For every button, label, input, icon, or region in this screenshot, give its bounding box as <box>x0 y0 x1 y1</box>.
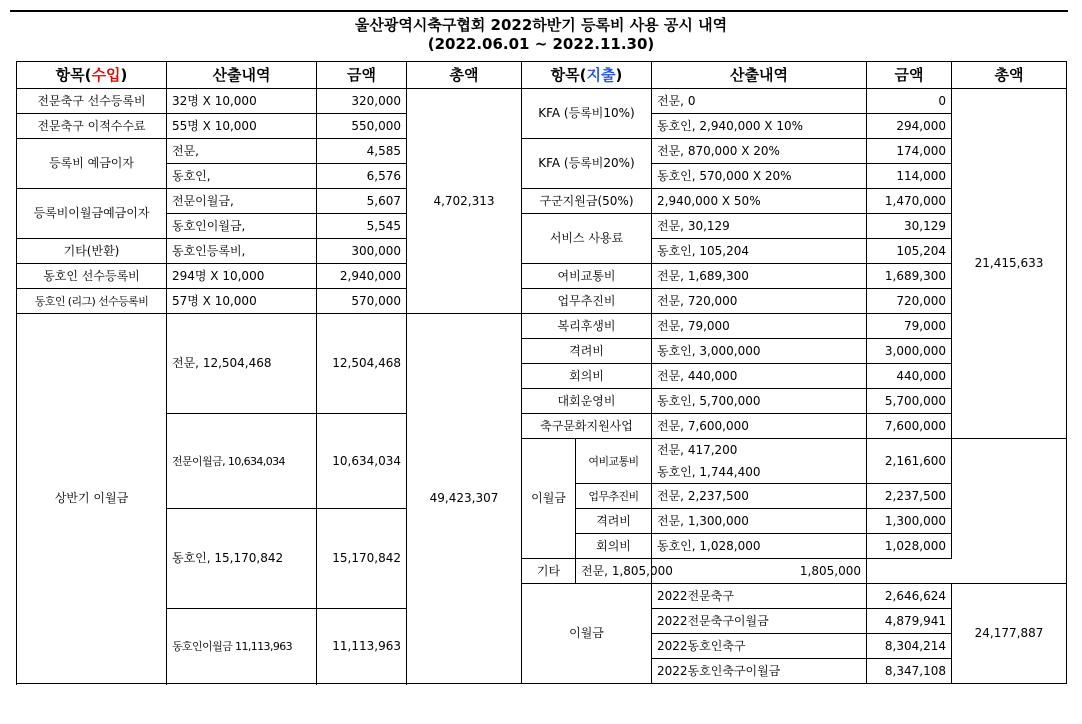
income-calc: 동호인, <box>167 164 317 189</box>
title-period: (2022.06.01 ~ 2022.11.30) <box>427 35 655 53</box>
expense-total: 21,415,633 <box>952 89 1067 439</box>
expense-calc: 전문, 1,689,300 <box>652 264 867 289</box>
expense-calc: 전문, 7,600,000 <box>652 414 867 439</box>
income-calc: 동호인등록비, <box>167 239 317 264</box>
header-expense-item: 항목(지출) <box>522 62 652 89</box>
expense-item: 축구문화지원사업 <box>522 414 652 439</box>
expense-amount: 1,689,300 <box>867 264 952 289</box>
income-calc: 55명 X 10,000 <box>167 114 317 139</box>
expense-calc: 전문, 870,000 X 20% <box>652 139 867 164</box>
expense-calc: 동호인, 3,000,000 <box>652 339 867 364</box>
expense-item: 격려비 <box>522 339 652 364</box>
income-amount: 6,576 <box>317 164 407 189</box>
expense-item: 업무추진비 <box>522 289 652 314</box>
expense-amount: 7,600,000 <box>867 414 952 439</box>
expense-balance-amount: 2,646,624 <box>867 584 952 609</box>
income-calc: 294명 X 10,000 <box>167 264 317 289</box>
expense-carryover-amount: 1,028,000 <box>867 534 952 559</box>
header-income-breakdown: 산출내역 <box>167 62 317 89</box>
expense-carryover-amount: 1,300,000 <box>867 509 952 534</box>
expense-amount: 30,129 <box>867 214 952 239</box>
header-expense-total: 총액 <box>952 62 1067 89</box>
income-calc: 전문, <box>167 139 317 164</box>
income-carryover-calc: 동호인이월금 11,113,963 <box>167 609 317 684</box>
expense-carryover-amount: 1,805,000 <box>652 559 867 584</box>
income-item: 등록비이월금예금이자 <box>17 189 167 239</box>
income-item: 전문축구 이적수수료 <box>17 114 167 139</box>
expense-amount: 114,000 <box>867 164 952 189</box>
expense-balance-total: 24,177,887 <box>952 584 1067 684</box>
income-carryover-amount: 11,113,963 <box>317 609 407 684</box>
income-carryover-item: 상반기 이월금 <box>17 314 167 684</box>
income-carryover-calc: 동호인, 15,170,842 <box>167 509 317 609</box>
expense-calc: 전문, 0 <box>652 89 867 114</box>
income-amount: 550,000 <box>317 114 407 139</box>
table-row <box>17 264 1067 289</box>
income-carryover-amount: 15,170,842 <box>317 509 407 609</box>
expense-carryover-amount: 2,161,600 <box>867 439 952 484</box>
income-carryover-calc: 전문이월금, 10,634,034 <box>167 414 317 509</box>
income-carryover-total: 49,423,307 <box>407 314 522 684</box>
header-income-item: 항목(수입) <box>17 62 167 89</box>
expense-balance-calc: 2022전문축구이월금 <box>652 609 867 634</box>
table-row <box>17 214 1067 239</box>
expense-item: 복리후생비 <box>522 314 652 339</box>
expense-calc: 2,940,000 X 50% <box>652 189 867 214</box>
title-main: 울산광역시축구협회 2022하반기 등록비 사용 공시 내역 <box>354 16 728 34</box>
income-item: 동호인 선수등록비 <box>17 264 167 289</box>
expense-balance-calc: 2022전문축구 <box>652 584 867 609</box>
expense-calc: 전문, 79,000 <box>652 314 867 339</box>
income-total: 4,702,313 <box>407 89 522 314</box>
table-row <box>17 89 1067 114</box>
income-amount: 320,000 <box>317 89 407 114</box>
income-item: 동호인 (리그) 선수등록비 <box>17 289 167 314</box>
expense-amount: 79,000 <box>867 314 952 339</box>
expense-carryover-calc: 전문, 1,300,000 <box>652 509 867 534</box>
ledger-table <box>16 61 1067 684</box>
expense-amount: 3,000,000 <box>867 339 952 364</box>
expense-balance-amount: 8,304,214 <box>867 634 952 659</box>
expense-calc: 동호인, 5,700,000 <box>652 389 867 414</box>
expense-item: 구군지원금(50%) <box>522 189 652 214</box>
header-expense-amount: 금액 <box>867 62 952 89</box>
expense-carryover-amount: 2,237,500 <box>867 484 952 509</box>
expense-carryover-sub: 기타 <box>522 559 576 584</box>
income-carryover-calc: 전문, 12,504,468 <box>167 314 317 414</box>
top-rule <box>10 10 1068 12</box>
expense-amount: 5,700,000 <box>867 389 952 414</box>
income-calc: 전문이월금, <box>167 189 317 214</box>
table-row <box>17 414 1067 439</box>
expense-carryover-group: 이월금 <box>522 439 576 559</box>
income-amount: 4,585 <box>317 139 407 164</box>
expense-balance-amount: 4,879,941 <box>867 609 952 634</box>
document-title <box>0 16 1082 54</box>
income-item: 전문축구 선수등록비 <box>17 89 167 114</box>
expense-carryover-calc: 동호인, 1,028,000 <box>652 534 867 559</box>
expense-carryover-sub: 여비교통비 <box>576 439 652 484</box>
header-income-amount: 금액 <box>317 62 407 89</box>
expense-calc: 전문, 440,000 <box>652 364 867 389</box>
expense-carryover-sub: 격려비 <box>576 509 652 534</box>
table-row <box>17 314 1067 339</box>
income-carryover-amount: 10,634,034 <box>317 414 407 509</box>
income-calc: 57명 X 10,000 <box>167 289 317 314</box>
expense-item: KFA (등록비20%) <box>522 139 652 189</box>
header-income-total: 총액 <box>407 62 522 89</box>
expense-amount: 440,000 <box>867 364 952 389</box>
expense-amount: 720,000 <box>867 289 952 314</box>
income-amount: 5,545 <box>317 214 407 239</box>
expense-amount: 1,470,000 <box>867 189 952 214</box>
expense-carryover-sub: 업무추진비 <box>576 484 652 509</box>
income-carryover-amount: 12,504,468 <box>317 314 407 414</box>
income-amount: 300,000 <box>317 239 407 264</box>
expense-calc: 동호인, 570,000 X 20% <box>652 164 867 189</box>
income-amount: 2,940,000 <box>317 264 407 289</box>
expense-item: KFA (등록비10%) <box>522 89 652 139</box>
table-row <box>17 139 1067 164</box>
expense-balance-calc: 2022동호인축구이월금 <box>652 659 867 684</box>
expense-amount: 294,000 <box>867 114 952 139</box>
income-item: 등록비 예금이자 <box>17 139 167 189</box>
expense-item: 서비스 사용료 <box>522 214 652 264</box>
expense-carryover-calc-line2: 동호인, 1,744,400 <box>657 465 761 479</box>
header-expense-breakdown: 산출내역 <box>652 62 867 89</box>
expense-carryover-sub: 회의비 <box>576 534 652 559</box>
income-calc: 32명 X 10,000 <box>167 89 317 114</box>
table-row <box>17 189 1067 214</box>
expense-amount: 105,204 <box>867 239 952 264</box>
income-item: 기타(반환) <box>17 239 167 264</box>
expense-carryover-calc <box>652 439 867 484</box>
expense-carryover-calc: 전문, 1,805,000 <box>576 559 652 584</box>
income-calc: 동호인이월금, <box>167 214 317 239</box>
expense-item: 대회운영비 <box>522 389 652 414</box>
expense-amount: 0 <box>867 89 952 114</box>
expense-carryover-calc-line1: 전문, 417,200 <box>657 443 738 457</box>
header-row <box>17 62 1067 89</box>
table-row <box>17 289 1067 314</box>
expense-carryover-calc: 전문, 2,237,500 <box>652 484 867 509</box>
expense-balance-amount: 8,347,108 <box>867 659 952 684</box>
expense-balance-item: 이월금 <box>522 584 652 684</box>
expense-calc: 동호인, 105,204 <box>652 239 867 264</box>
expense-calc: 전문, 720,000 <box>652 289 867 314</box>
expense-balance-calc: 2022동호인축구 <box>652 634 867 659</box>
income-amount: 5,607 <box>317 189 407 214</box>
expense-calc: 전문, 30,129 <box>652 214 867 239</box>
expense-amount: 174,000 <box>867 139 952 164</box>
income-amount: 570,000 <box>317 289 407 314</box>
expense-item: 여비교통비 <box>522 264 652 289</box>
expense-item: 회의비 <box>522 364 652 389</box>
expense-calc: 동호인, 2,940,000 X 10% <box>652 114 867 139</box>
